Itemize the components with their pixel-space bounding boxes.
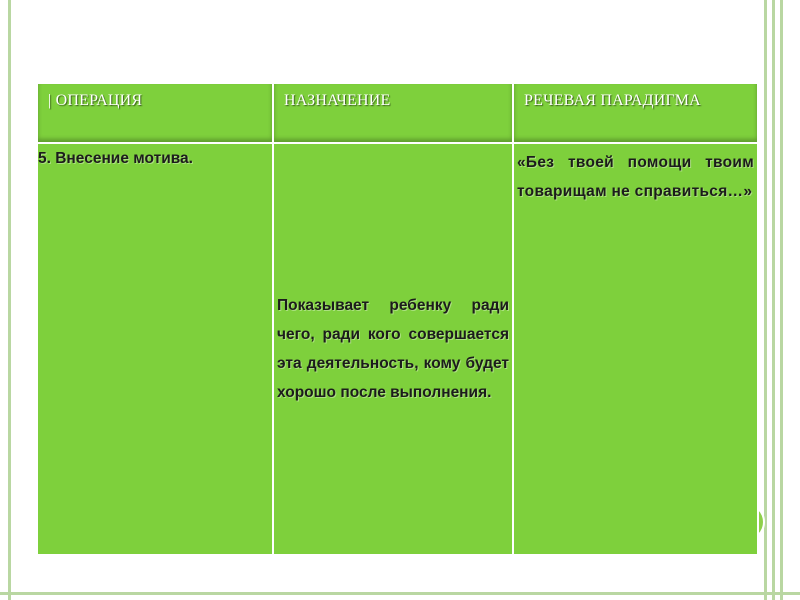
cell-speech-paradigm — [513, 143, 758, 555]
cell-speech-paradigm-text: «Без твоей помощи твоим товарищам не справиться…» — [517, 154, 754, 200]
table-row — [37, 143, 758, 555]
header-purpose-label: НАЗНАЧЕНИЕ — [284, 92, 391, 109]
cell-purpose — [273, 143, 513, 555]
frame-line-bottom — [0, 592, 800, 595]
frame-line-right-1 — [764, 0, 767, 600]
frame-line-left — [8, 0, 11, 600]
header-operation-label: | ОПЕРАЦИЯ — [48, 92, 143, 109]
header-purpose — [273, 83, 513, 143]
table-header-row — [37, 83, 758, 143]
cell-operation: 5. Внесение мотива. — [37, 143, 273, 555]
frame-line-right-3 — [780, 0, 783, 600]
frame-line-right-2 — [772, 0, 775, 600]
operations-table — [36, 82, 759, 556]
cell-purpose-text: Показывает ребенку ради чего, ради кого совершается эта деятельность, кому будет хорошо после выполнения. — [277, 297, 509, 401]
header-speech-paradigm — [513, 83, 758, 143]
header-speech-paradigm-label: РЕЧЕВАЯ ПАРАДИГМА — [524, 92, 701, 109]
header-operation — [37, 83, 273, 143]
